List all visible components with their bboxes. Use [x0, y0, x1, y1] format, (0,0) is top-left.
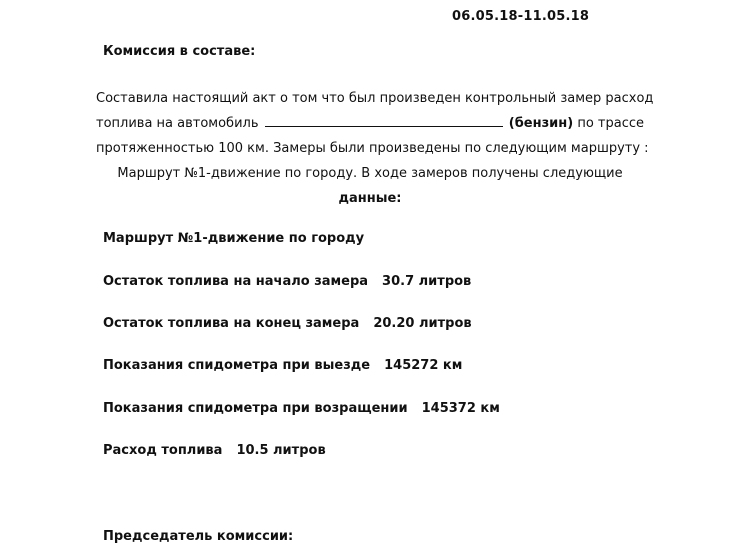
measurement-value: 145272 км	[384, 358, 463, 373]
measurement-row	[103, 358, 462, 373]
date-range: 06.05.18-11.05.18	[452, 9, 590, 24]
measurement-row	[103, 443, 326, 458]
act-body-line-3: протяженностью 100 км. Замеры были произведены по следующим маршруту :	[96, 141, 649, 156]
measurement-value: 10.5 литров	[236, 443, 326, 458]
measurement-label: Показания спидометра при выезде	[103, 358, 371, 373]
measurement-value: 145372 км	[421, 401, 500, 416]
measurement-row	[103, 274, 471, 289]
route-title: Маршрут №1-движение по городу	[103, 231, 365, 246]
act-body-line-5: данные:	[338, 191, 402, 206]
measurement-value: 20.20 литров	[373, 316, 472, 331]
measurement-label: Остаток топлива на конец замера	[103, 316, 360, 331]
act-body-paragraph	[96, 86, 654, 211]
measurement-label: Показания спидометра при возращении	[103, 401, 408, 416]
measurement-label: Расход топлива	[103, 443, 223, 458]
commission-label: Комиссия в составе:	[103, 44, 256, 59]
act-body-line-2	[96, 111, 644, 136]
act-body-line-4: Маршрут №1-движение по городу. В ходе замеров получены следующие	[117, 166, 623, 181]
chairman-label: Председатель комиссии:	[103, 529, 294, 544]
measurement-label: Остаток топлива на начало замера	[103, 274, 369, 289]
measurement-row	[103, 401, 500, 416]
measurement-value: 30.7 литров	[382, 274, 472, 289]
vehicle-blank-line	[265, 113, 503, 127]
fuel-type: (бензин)	[508, 116, 574, 131]
act-body-line-2-prefix: топлива на автомобиль	[96, 116, 259, 131]
measurement-row	[103, 316, 472, 331]
act-body-line-2-suffix: по трассе	[577, 116, 644, 131]
act-body-line-1: Составила настоящий акт о том что был произведен контрольный замер расход	[96, 91, 654, 106]
